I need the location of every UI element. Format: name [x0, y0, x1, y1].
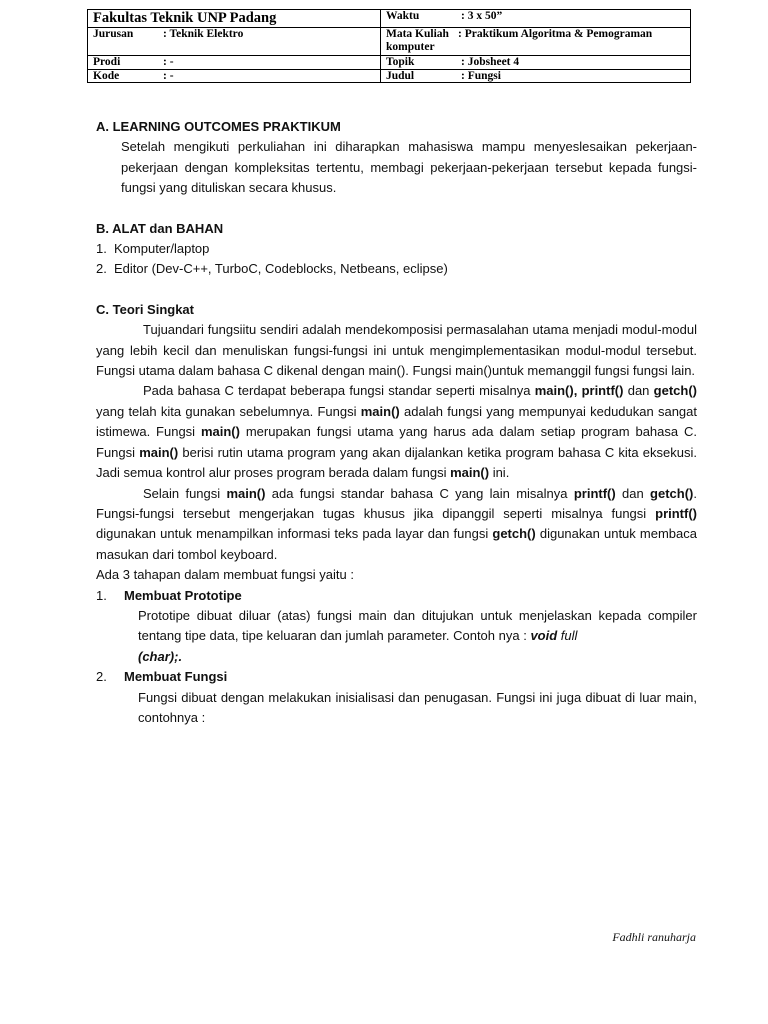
judul-label: Judul: [386, 69, 415, 82]
waktu-label: Waktu: [386, 10, 420, 22]
judul-cell: [381, 69, 691, 83]
jurusan-value: : Teknik Elektro: [163, 28, 244, 40]
faculty-name: Fakultas Teknik UNP Padang: [93, 10, 277, 26]
footer-author: Fadhli ranuharja: [612, 930, 696, 944]
kode-label: Kode: [93, 69, 120, 82]
section-c-paragraph-1: Tujuandari fungsiitu sendiri adalah mendekomposisi permasalahan utama menjadi modul-modul yang lebih kecil dan menuliskan fungsi-fungsi ini untuk mengimplementasikan modul-modul tersebut. Fungsi utama dalam bahasa C dikenal dengan main(). Fungsi main()untuk memanggil fungsi fungsi lain.: [96, 322, 697, 379]
section-c-paragraph-2: Pada bahasa C terdapat beberapa fungsi standar seperti misalnya main(), printf() dan getch() yang telah kita gunakan sebelumnya. Fungsi main() adalah fungsi yang mempunyai kedudukan sangat istimewa. Fungsi main() merupakan fungsi utama yang harus ada dalam setiap program bahasa C. Fungsi main() berisi rutin utama program yang akan dijalankan ketika program bahasa C kita eksekusi. Jadi semua kontrol alur proses program berada dalam fungsi main() ini.: [96, 383, 697, 481]
section-b-title: B. ALAT dan BAHAN: [96, 220, 224, 236]
matkul-cell: [381, 28, 691, 56]
list-item: 2. Editor (Dev-C++, TurboC, Codeblocks, Netbeans, eclipse): [96, 261, 448, 277]
tools-list: [96, 239, 697, 280]
prodi-cell: [88, 56, 381, 70]
document-body: [96, 117, 697, 728]
section-c-paragraph-3: Selain fungsi main() ada fungsi standar bahasa C yang lain misalnya printf() dan getch(). Fungsi-fungsi tersebut mengerjakan tugas khusus jika dipanggil seperti misalnya fungsi printf() digunakan untuk menampilkan informasi teks pada layar dan fungsi getch() digunakan untuk membaca masukan dari tombol keyboard.: [96, 485, 697, 562]
waktu-cell: [381, 10, 691, 28]
section-c-title: C. Teori Singkat: [96, 301, 194, 317]
topik-cell: [381, 56, 691, 70]
step-1-title: 1. Membuat Prototipe: [96, 587, 242, 603]
section-a-title: A. LEARNING OUTCOMES PRAKTIKUM: [96, 119, 341, 134]
prodi-label: Prodi: [93, 56, 121, 68]
jurusan-cell: [88, 28, 381, 56]
section-c-paragraph-4: Ada 3 tahapan dalam membuat fungsi yaitu :: [96, 567, 354, 583]
header-table: [87, 9, 691, 83]
faculty-cell: [88, 10, 381, 28]
matkul-value: : Praktikum Algoritma & Pemograman komputer: [386, 28, 653, 53]
step-1-text: Prototipe dibuat diluar (atas) fungsi main dan ditujukan untuk menjelaskan kepada compiler tentang tipe data, tipe keluaran dan jumlah parameter. Contoh nya : void full (char);.: [138, 607, 697, 664]
list-item: 1. Komputer/laptop: [96, 241, 210, 257]
step-2-text: Fungsi dibuat dengan melakukan inisialisasi dan penugasan. Fungsi ini juga dibuat di luar main, contohnya :: [138, 689, 697, 725]
judul-value: : Fungsi: [461, 69, 501, 82]
section-a-text: Setelah mengikuti perkuliahan ini diharapkan mahasiswa mampu menyeslesaikan pekerjaan-pekerjaan dengan kompleksitas tertentu, membagi pekerjaan-pekerjaan tersebut kepada fungsi-fungsi yang dituliskan secara khusus.: [121, 139, 697, 196]
topik-value: : Jobsheet 4: [461, 56, 520, 68]
jurusan-label: Jurusan: [93, 28, 134, 40]
kode-value: : -: [163, 69, 174, 82]
waktu-value: : 3 x 50”: [461, 10, 503, 22]
matkul-label: Mata Kuliah: [386, 28, 449, 40]
prodi-value: : -: [163, 56, 174, 68]
step-2-title: 2. Membuat Fungsi: [96, 669, 228, 685]
topik-label: Topik: [386, 56, 415, 68]
kode-cell: [88, 69, 381, 83]
